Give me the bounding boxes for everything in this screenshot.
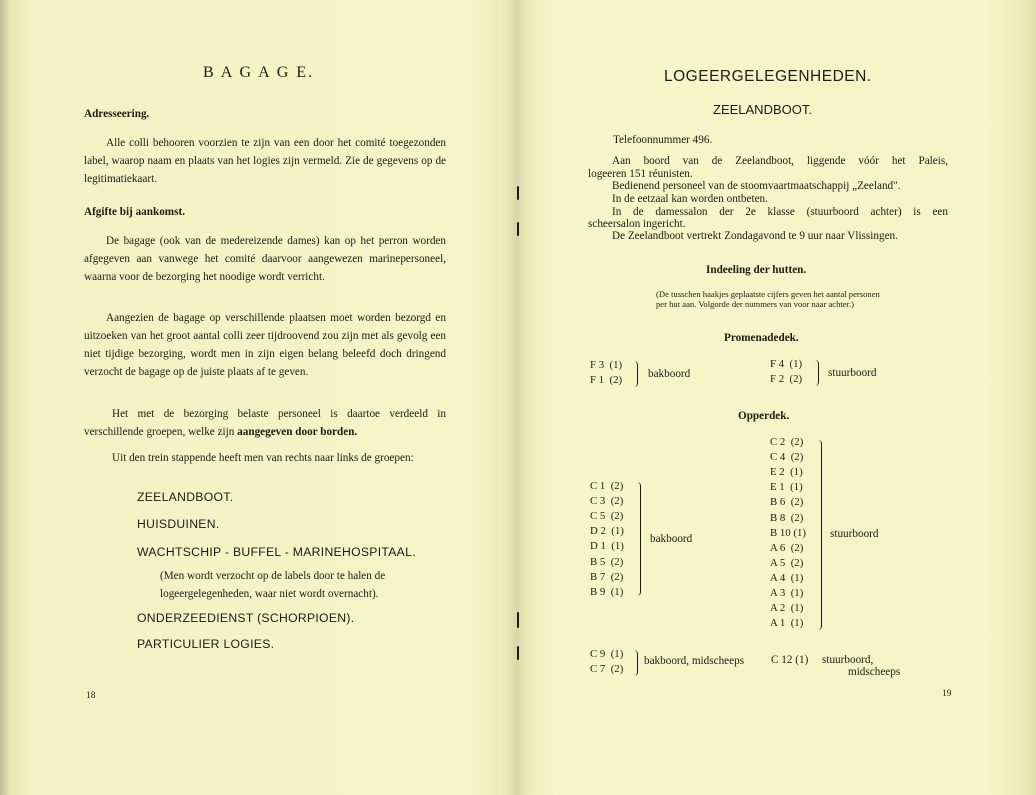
paragraph-bezorging: Aangezien de bagage op verschillende plaatsen moet worden bezorgd en uitzoeken van het groot aantal colli zeer tijdroovend zou zijn met als gevolg een niet tijdige bezorging, wordt men in zijn eigen belang beleefd doch dringend verzocht de bagage op de juiste plaats af te geven. [84, 312, 446, 378]
group-zeelandboot: ZEELANDBOOT. [137, 490, 234, 504]
phone-number: Telefoonnummer 496. [613, 134, 713, 146]
paragraph-adresseering: Alle colli behooren voorzien te zijn van een door het comité toegezonden label, waarop naam en plaats van het logies zijn vermeld. Zie de gegevens op de legitimatiekaart. [84, 137, 446, 185]
cabin-f4: F 4 (1) [770, 358, 803, 370]
cabin-c12: C 12 (1) [771, 654, 809, 666]
cabin-opperdek-bakboord-4: D 1 (1) [590, 540, 624, 553]
cabin-opperdek-stuurboord-10: A 3 (1) [770, 587, 804, 599]
label-promenade-stuurboord: stuurboord [828, 367, 877, 379]
label-opperdek-bakboord: bakboord [650, 533, 693, 545]
indeling-note-2: per hut aan. Volgorde der nummers van voor naar achter.) [656, 299, 854, 309]
page-number-left: 18 [86, 691, 96, 701]
info-line-4: In de eetzaal kan worden ontbeten. [612, 193, 768, 205]
info-line-5: In de damessalon der 2e klasse (stuurboord achter) is een [612, 206, 948, 218]
cabin-opperdek-stuurboord-0: C 2 (2) [770, 436, 804, 448]
label-opperdek-stuurboord: stuurboord [830, 528, 879, 540]
page-19 [518, 0, 1036, 795]
info-line-3: Bedienend personeel van de stoomvaartmaatschappij „Zeeland". [612, 180, 901, 192]
group-particulier: PARTICULIER LOGIES. [137, 637, 275, 651]
cabin-opperdek-stuurboord-8: A 5 (2) [770, 556, 804, 569]
binding-stitch [517, 186, 519, 200]
group-note-line1: (Men wordt verzocht op de labels door te halen de [160, 570, 386, 582]
cabin-c9: C 9 (1) [590, 648, 624, 660]
binding-stitch [517, 612, 519, 628]
info-line-1: Aan boord van de Zeelandboot, liggende vóór het Paleis, [612, 155, 948, 167]
paragraph-groepen-text: Het met de bezorging belaste personeel is daartoe verdeeld in verschillende groepen, welke zijn [84, 408, 446, 438]
info-line-6: scheersalon ingericht. [588, 218, 686, 230]
page-title-bagage: B A G A G E. [203, 64, 315, 81]
brace-promenade-bakboord [633, 361, 638, 387]
group-onderzeedienst: ONDERZEEDIENST (SCHORPIOEN). [137, 611, 355, 625]
cabin-f2: F 2 (2) [770, 373, 803, 385]
info-line-7: De Zeelandboot vertrekt Zondagavond te 9 uur naar Vlissingen. [612, 230, 898, 242]
heading-adresseering: Adresseering. [84, 108, 150, 120]
cabin-opperdek-stuurboord-7: A 6 (2) [770, 541, 804, 554]
indeling-note-1: (De tusschen haakjes geplaatste cijfers geven het aantal personen [656, 289, 880, 299]
brace-promenade-stuurboord [814, 360, 819, 386]
cabin-opperdek-bakboord-2: C 5 (2) [590, 510, 624, 523]
cabin-opperdek-stuurboord-5: B 8 (2) [770, 511, 804, 524]
cabin-opperdek-bakboord-5: B 5 (2) [590, 555, 624, 568]
label-midscheeps-stuurboord-1: stuurboord, [822, 654, 874, 666]
cabin-opperdek-bakboord-6: B 7 (2) [590, 570, 624, 583]
cabin-opperdek-stuurboord-3: E 1 (1) [770, 481, 803, 494]
cabin-opperdek-stuurboord-9: A 4 (1) [770, 571, 804, 584]
heading-promenadedek: Promenadedek. [724, 332, 799, 344]
paragraph-groepen-bold: aangegeven door borden. [237, 426, 358, 438]
label-midscheeps-stuurboord-2: midscheeps [848, 666, 901, 678]
brace-midscheeps-bakboord [633, 650, 638, 676]
group-huisduinen: HUISDUINEN. [137, 517, 220, 531]
brace-opperdek-stuurboord [816, 440, 822, 630]
group-note-line2: logeergelegenheden, waar niet wordt overnacht). [160, 588, 379, 600]
cabin-f1: F 1 (2) [590, 374, 623, 386]
heading-indeling: Indeeling der hutten. [706, 264, 807, 276]
cabin-opperdek-stuurboord-6: B 10 (1) [770, 526, 806, 539]
cabin-opperdek-stuurboord-11: A 2 (1) [770, 602, 804, 615]
binding-stitch [517, 646, 519, 660]
page-number-right: 19 [942, 689, 952, 699]
brace-opperdek-bakboord [635, 482, 641, 596]
cabin-opperdek-stuurboord-4: B 6 (2) [770, 496, 804, 509]
cabin-opperdek-stuurboord-1: C 4 (2) [770, 451, 804, 464]
cabin-opperdek-bakboord-0: C 1 (2) [590, 480, 624, 492]
heading-opperdek: Opperdek. [738, 410, 790, 422]
paragraph-groepen [84, 405, 446, 441]
heading-afgifte: Afgifte bij aankomst. [84, 206, 185, 218]
cabin-opperdek-bakboord-7: B 9 (1) [590, 585, 624, 598]
info-line-2: logeeren 151 réunisten. [588, 168, 693, 180]
cabin-opperdek-stuurboord-12: A 1 (1) [770, 617, 804, 630]
label-promenade-bakboord: bakboord [648, 368, 691, 380]
binding-stitch [517, 222, 519, 236]
page-title-logeergelegenheden: LOGEERGELEGENHEDEN. [664, 68, 872, 85]
group-wachtschip: WACHTSCHIP - BUFFEL - MARINEHOSPITAAL. [137, 545, 416, 559]
cabin-opperdek-bakboord-3: D 2 (1) [590, 525, 624, 538]
cabin-opperdek-bakboord-1: C 3 (2) [590, 495, 624, 508]
cabin-opperdek-stuurboord-2: E 2 (1) [770, 466, 803, 479]
label-midscheeps-bakboord: bakboord, midscheeps [644, 655, 745, 667]
cabin-f3: F 3 (1) [590, 359, 623, 371]
paragraph-afgifte: De bagage (ook van de medereizende dames) kan op het perron worden afgegeven aan vanwege het comité daarvoor aangewezen marinepersoneel, waarna voor de bezorging het noodige wordt verricht. [84, 235, 446, 283]
subtitle-zeelandboot: ZEELANDBOOT. [713, 102, 812, 117]
cabin-c7: C 7 (2) [590, 663, 624, 675]
paragraph-trein: Uit den trein stappende heeft men van rechts naar links de groepen: [112, 452, 414, 464]
